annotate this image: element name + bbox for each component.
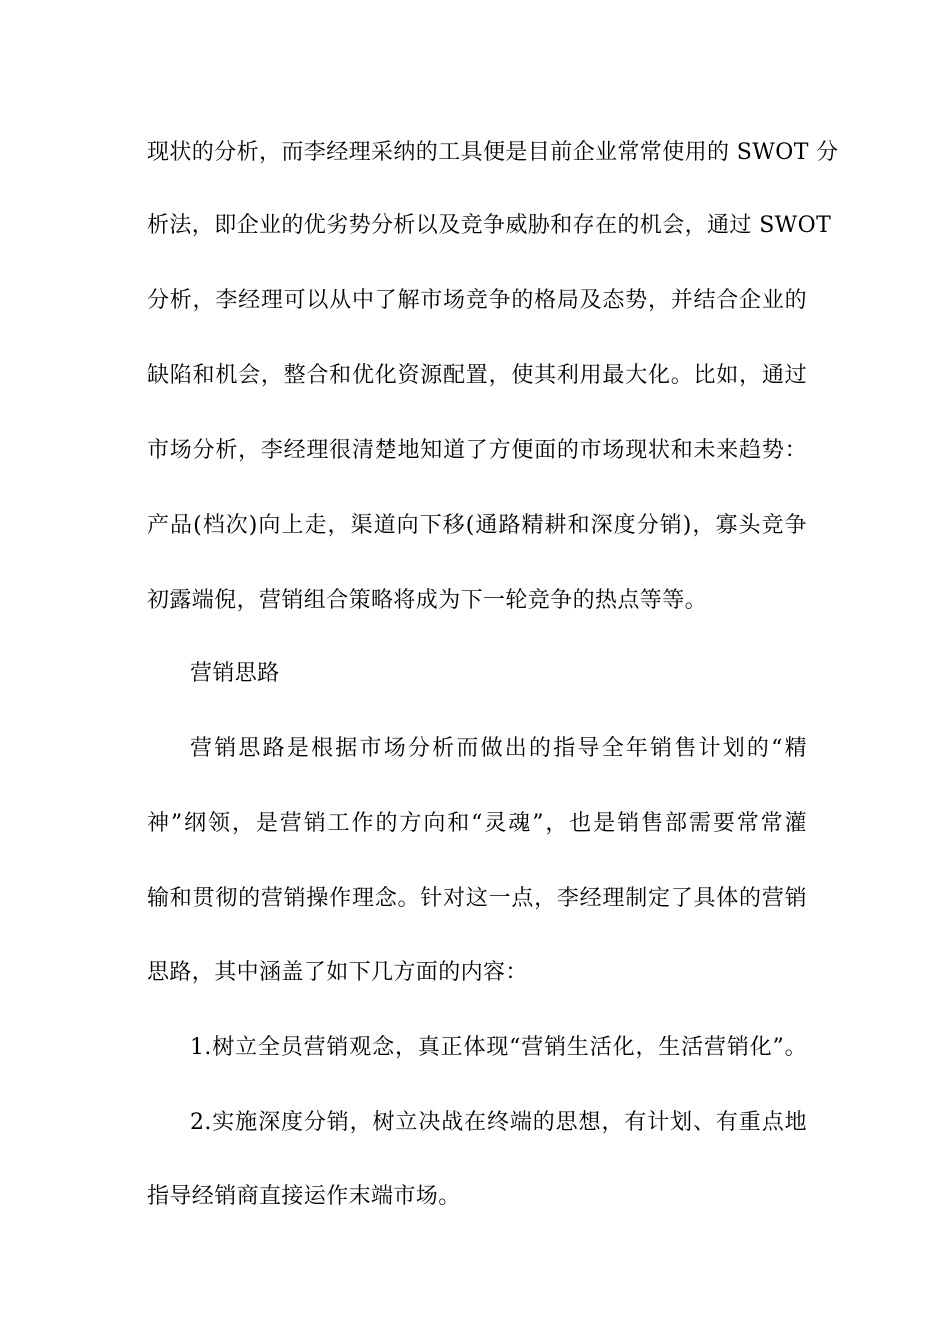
paragraph-line: 输和贯彻的营销操作理念。针对这一点，李经理制定了具体的营销 [147,886,807,911]
list-item: 1.树立全员营销观念，真正体现“营销生活化，生活营销化”。 [190,1035,807,1060]
list-item: 2.实施深度分销，树立决战在终端的思想，有计划、有重点地 [190,1110,807,1135]
paragraph-line: 神”纲领，是营销工作的方向和“灵魂”，也是销售部需要常常灌 [147,811,807,836]
paragraph-line: 营销思路是根据市场分析而做出的指导全年销售计划的“精 [190,736,807,761]
paragraph-line: 缺陷和机会，整合和优化资源配置，使其利用最大化。比如，通过 [147,363,807,388]
paragraph-line: 析法，即企业的优劣势分析以及竞争威胁和存在的机会，通过 SWOT [147,213,832,238]
paragraph-line: 分析，李经理可以从中了解市场竞争的格局及态势，并结合企业的 [147,288,807,313]
section-heading: 营销思路 [190,661,280,686]
list-item-continuation: 指导经销商直接运作末端市场。 [147,1184,461,1209]
paragraph-line: 思路，其中涵盖了如下几方面的内容： [147,960,528,985]
paragraph-line: 市场分析，李经理很清楚地知道了方便面的市场现状和未来趋势： [147,438,807,463]
paragraph-line: 现状的分析，而李经理采纳的工具便是目前企业常常使用的 SWOT 分 [147,140,839,165]
paragraph-line: 产品(档次)向上走，渠道向下移(通路精耕和深度分销)，寡头竞争 [147,513,807,538]
paragraph-line: 初露端倪，营销组合策略将成为下一轮竞争的热点等等。 [147,588,708,613]
